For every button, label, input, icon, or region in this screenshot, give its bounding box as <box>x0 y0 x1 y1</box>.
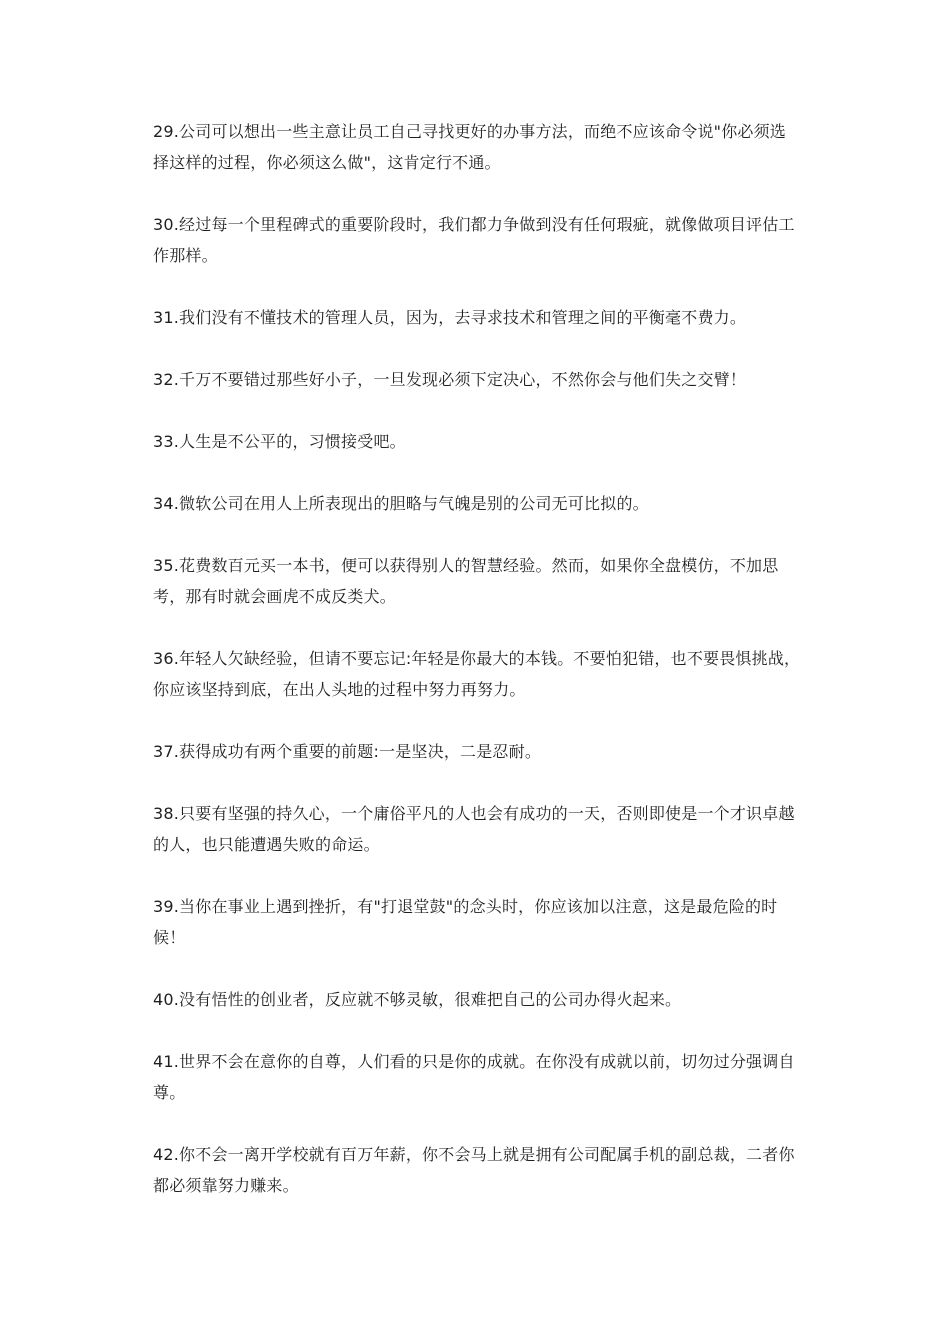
quote-paragraph-33: 33.人生是不公平的，习惯接受吧。 <box>153 432 406 451</box>
quote-paragraph-30: 30.经过每一个里程碑式的重要阶段时，我们都力争做到没有任何瑕疵，就像做项目评估工作那样。 <box>153 215 795 265</box>
quote-paragraph-39: 39.当你在事业上遇到挫折，有"打退堂鼓"的念头时，你应该加以注意，这是最危险的时候！ <box>153 897 778 947</box>
quote-paragraph-40: 40.没有悟性的创业者，反应就不够灵敏，很难把自己的公司办得火起来。 <box>153 990 682 1009</box>
quote-paragraph-41: 41.世界不会在意你的自尊，人们看的只是你的成就。在你没有成就以前，切勿过分强调自尊。 <box>153 1052 795 1102</box>
quote-paragraph-37: 37.获得成功有两个重要的前题:一是坚决，二是忍耐。 <box>153 742 542 761</box>
quote-paragraph-36: 36.年轻人欠缺经验，但请不要忘记:年轻是你最大的本钱。不要怕犯错，也不要畏惧挑战，你应该坚持到底，在出人头地的过程中努力再努力。 <box>153 649 801 699</box>
quote-paragraph-31: 31.我们没有不懂技术的管理人员，因为，去寻求技术和管理之间的平衡毫不费力。 <box>153 308 747 327</box>
quote-paragraph-29: 29.公司可以想出一些主意让员工自己寻找更好的办事方法，而绝不应该命令说"你必须选择这样的过程，你必须这么做"，这肯定行不通。 <box>153 122 787 172</box>
quote-paragraph-34: 34.微软公司在用人上所表现出的胆略与气魄是别的公司无可比拟的。 <box>153 494 649 513</box>
document-body <box>153 116 801 1232</box>
quote-paragraph-42: 42.你不会一离开学校就有百万年薪，你不会马上就是拥有公司配属手机的副总裁，二者你都必须靠努力赚来。 <box>153 1145 795 1195</box>
quote-paragraph-35: 35.花费数百元买一本书，便可以获得别人的智慧经验。然而，如果你全盘模仿，不加思考，那有时就会画虎不成反类犬。 <box>153 556 779 606</box>
quote-paragraph-38: 38.只要有坚强的持久心，一个庸俗平凡的人也会有成功的一天，否则即使是一个才识卓越的人，也只能遭遇失败的命运。 <box>153 804 795 854</box>
quote-paragraph-32: 32.千万不要错过那些好小子，一旦发现必须下定决心，不然你会与他们失之交臂！ <box>153 370 747 389</box>
